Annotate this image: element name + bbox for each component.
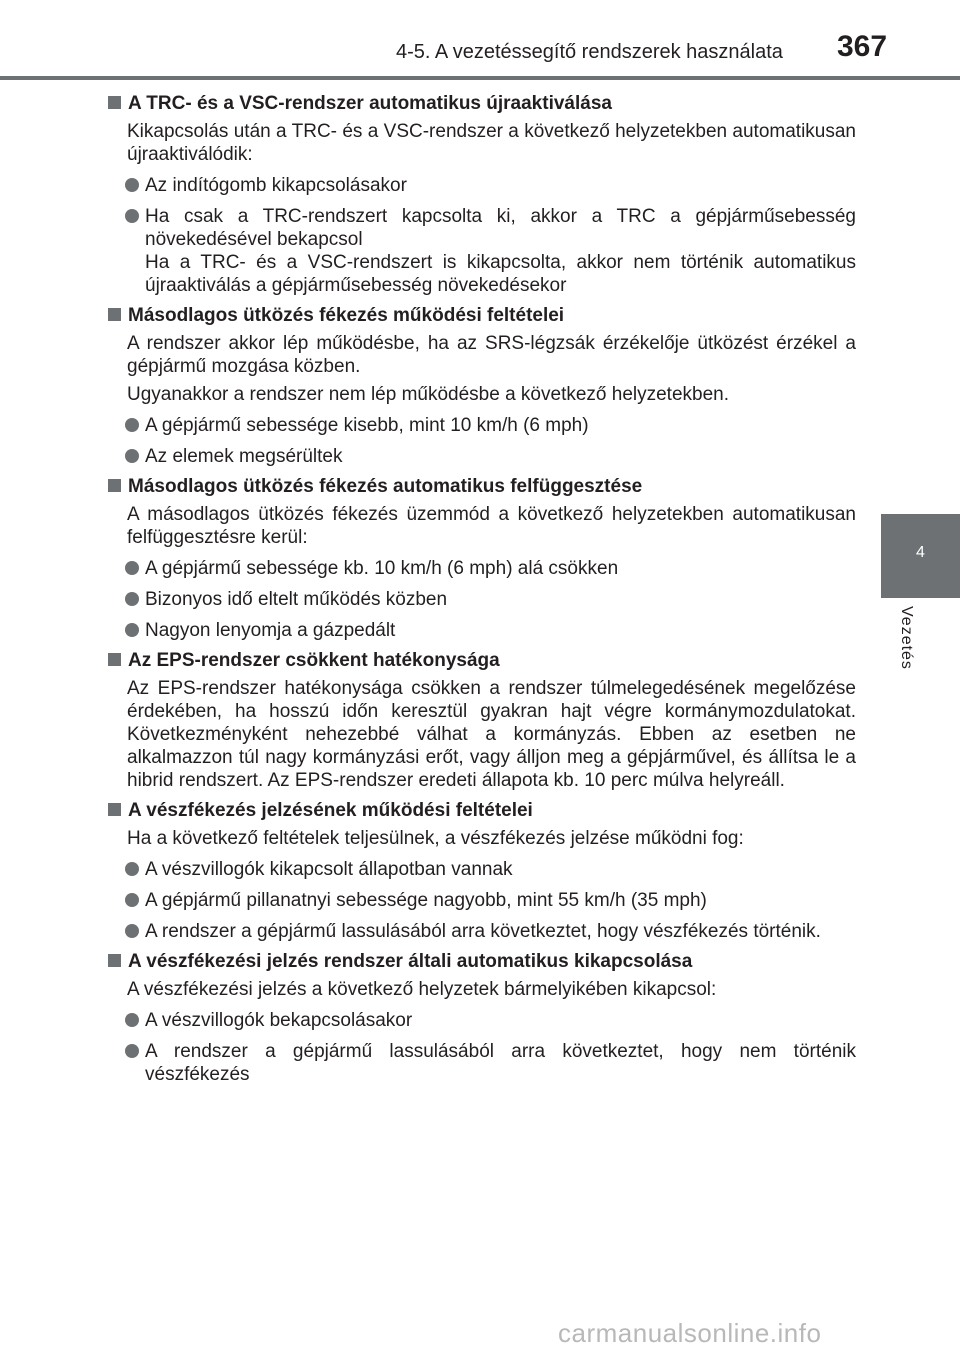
list-item-text: Az elemek megsérültek <box>145 446 343 467</box>
section-title <box>108 950 856 973</box>
list-item <box>108 174 856 197</box>
watermark: carmanualsonline.info <box>558 1318 822 1348</box>
list-item <box>108 205 856 297</box>
circle-bullet-icon <box>125 592 139 606</box>
section-title-text: Másodlagos ütközés fékezés automatikus felfüggesztése <box>128 476 643 497</box>
list-item <box>108 445 856 468</box>
body-paragraph: Kikapcsolás után a TRC- és a VSC-rendszer a következő helyzetekben automatikusan újraaktiválódik: <box>127 121 856 165</box>
square-bullet-icon <box>108 803 121 816</box>
square-bullet-icon <box>108 479 121 492</box>
list-item <box>108 858 856 881</box>
circle-bullet-icon <box>125 623 139 637</box>
list-item <box>108 1040 856 1086</box>
chapter-tab <box>881 514 960 598</box>
list-item <box>108 889 856 912</box>
section-title <box>108 799 856 822</box>
circle-bullet-icon <box>125 1013 139 1027</box>
list-item-text: Ha csak a TRC-rendszert kapcsolta ki, akkor a TRC a gépjárműsebesség növekedésével bekapcsol <box>145 206 856 250</box>
section-title <box>108 92 856 115</box>
section-title <box>108 475 856 498</box>
list-item <box>108 557 856 580</box>
square-bullet-icon <box>108 954 121 967</box>
body-paragraph: Ha a következő feltételek teljesülnek, a vészfékezés jelzése működni fog: <box>127 828 744 849</box>
circle-bullet-icon <box>125 862 139 876</box>
list-item-text: A gépjármű pillanatnyi sebessége nagyobb, mint 55 km/h (35 mph) <box>145 890 707 911</box>
square-bullet-icon <box>108 96 121 109</box>
list-item-text: Bizonyos idő eltelt működés közben <box>145 589 448 610</box>
list-item <box>108 920 856 943</box>
circle-bullet-icon <box>125 449 139 463</box>
section-title-text: Az EPS-rendszer csökkent hatékonysága <box>128 650 500 671</box>
square-bullet-icon <box>108 308 121 321</box>
body-paragraph: Ugyanakkor a rendszer nem lép működésbe a következő helyzetekben. <box>127 384 730 405</box>
chapter-number: 4 <box>916 544 925 561</box>
list-item-text: Nagyon lenyomja a gázpedált <box>145 620 396 641</box>
circle-bullet-icon <box>125 178 139 192</box>
section-title-text: A vészfékezés jelzésének működési feltételei <box>128 800 533 821</box>
circle-bullet-icon <box>125 418 139 432</box>
circle-bullet-icon <box>125 561 139 575</box>
page-content <box>108 92 856 1089</box>
chapter-label: Vezetés <box>898 606 915 670</box>
running-header: 4-5. A vezetéssegítő rendszerek használata <box>396 41 783 63</box>
list-item-text: Ha a TRC- és a VSC-rendszert is kikapcsolta, akkor nem történik automatikus újraaktiválás a gépjárműsebesség növekedésekor <box>145 252 856 296</box>
list-item-text: A vészvillogók kikapcsolt állapotban vannak <box>145 859 513 880</box>
section-title-text: A vészfékezési jelzés rendszer általi automatikus kikapcsolása <box>128 951 693 972</box>
circle-bullet-icon <box>125 924 139 938</box>
section-title-text: Másodlagos ütközés fékezés működési feltételei <box>128 305 565 326</box>
section-title <box>108 304 856 327</box>
circle-bullet-icon <box>125 893 139 907</box>
list-item <box>108 619 856 642</box>
list-item <box>108 588 856 611</box>
list-item-text: A gépjármű sebessége kb. 10 km/h (6 mph) alá csökken <box>145 558 619 579</box>
body-paragraph: A másodlagos ütközés fékezés üzemmód a következő helyzetekben automatikusan felfüggesztésre kerül: <box>127 504 856 548</box>
circle-bullet-icon <box>125 1044 139 1058</box>
circle-bullet-icon <box>125 209 139 223</box>
list-item <box>108 414 856 437</box>
body-paragraph: A rendszer akkor lép működésbe, ha az SRS-légzsák érzékelője ütközést érzékel a gépjármű mozgása közben. <box>127 333 856 377</box>
body-paragraph: A vészfékezési jelzés a következő helyzetek bármelyikében kikapcsol: <box>127 979 717 1000</box>
page-number: 367 <box>837 30 888 63</box>
list-item-text: A gépjármű sebessége kisebb, mint 10 km/h (6 mph) <box>145 415 589 436</box>
body-paragraph: Az EPS-rendszer hatékonysága csökken a rendszer túlmelegedésének megelőzése érdekében, ha hosszú időn keresztül gyakran hajt végre kormánymozdulatokat. Következményként nehezebbé válhat a kormányzás. Ebben az esetben ne alkalmazzon túl nagy kormányzási erőt, vagy álljon meg a gépjárművel, és állítsa le a hibrid rendszert. Az EPS-rendszer eredeti állapota kb. 10 perc múlva helyreáll. <box>127 678 856 791</box>
list-item <box>108 1009 856 1032</box>
square-bullet-icon <box>108 653 121 666</box>
list-item-text: A vészvillogók bekapcsolásakor <box>145 1010 413 1031</box>
list-item-text: A rendszer a gépjármű lassulásából arra következtet, hogy nem történik vészfékezés <box>145 1041 856 1085</box>
section-title <box>108 649 856 672</box>
list-item-text: A rendszer a gépjármű lassulásából arra következtet, hogy vészfékezés történik. <box>145 921 821 942</box>
list-item-text: Az indítógomb kikapcsolásakor <box>145 175 407 196</box>
section-title-text: A TRC- és a VSC-rendszer automatikus újraaktiválása <box>128 93 612 114</box>
header-rule <box>0 76 960 80</box>
